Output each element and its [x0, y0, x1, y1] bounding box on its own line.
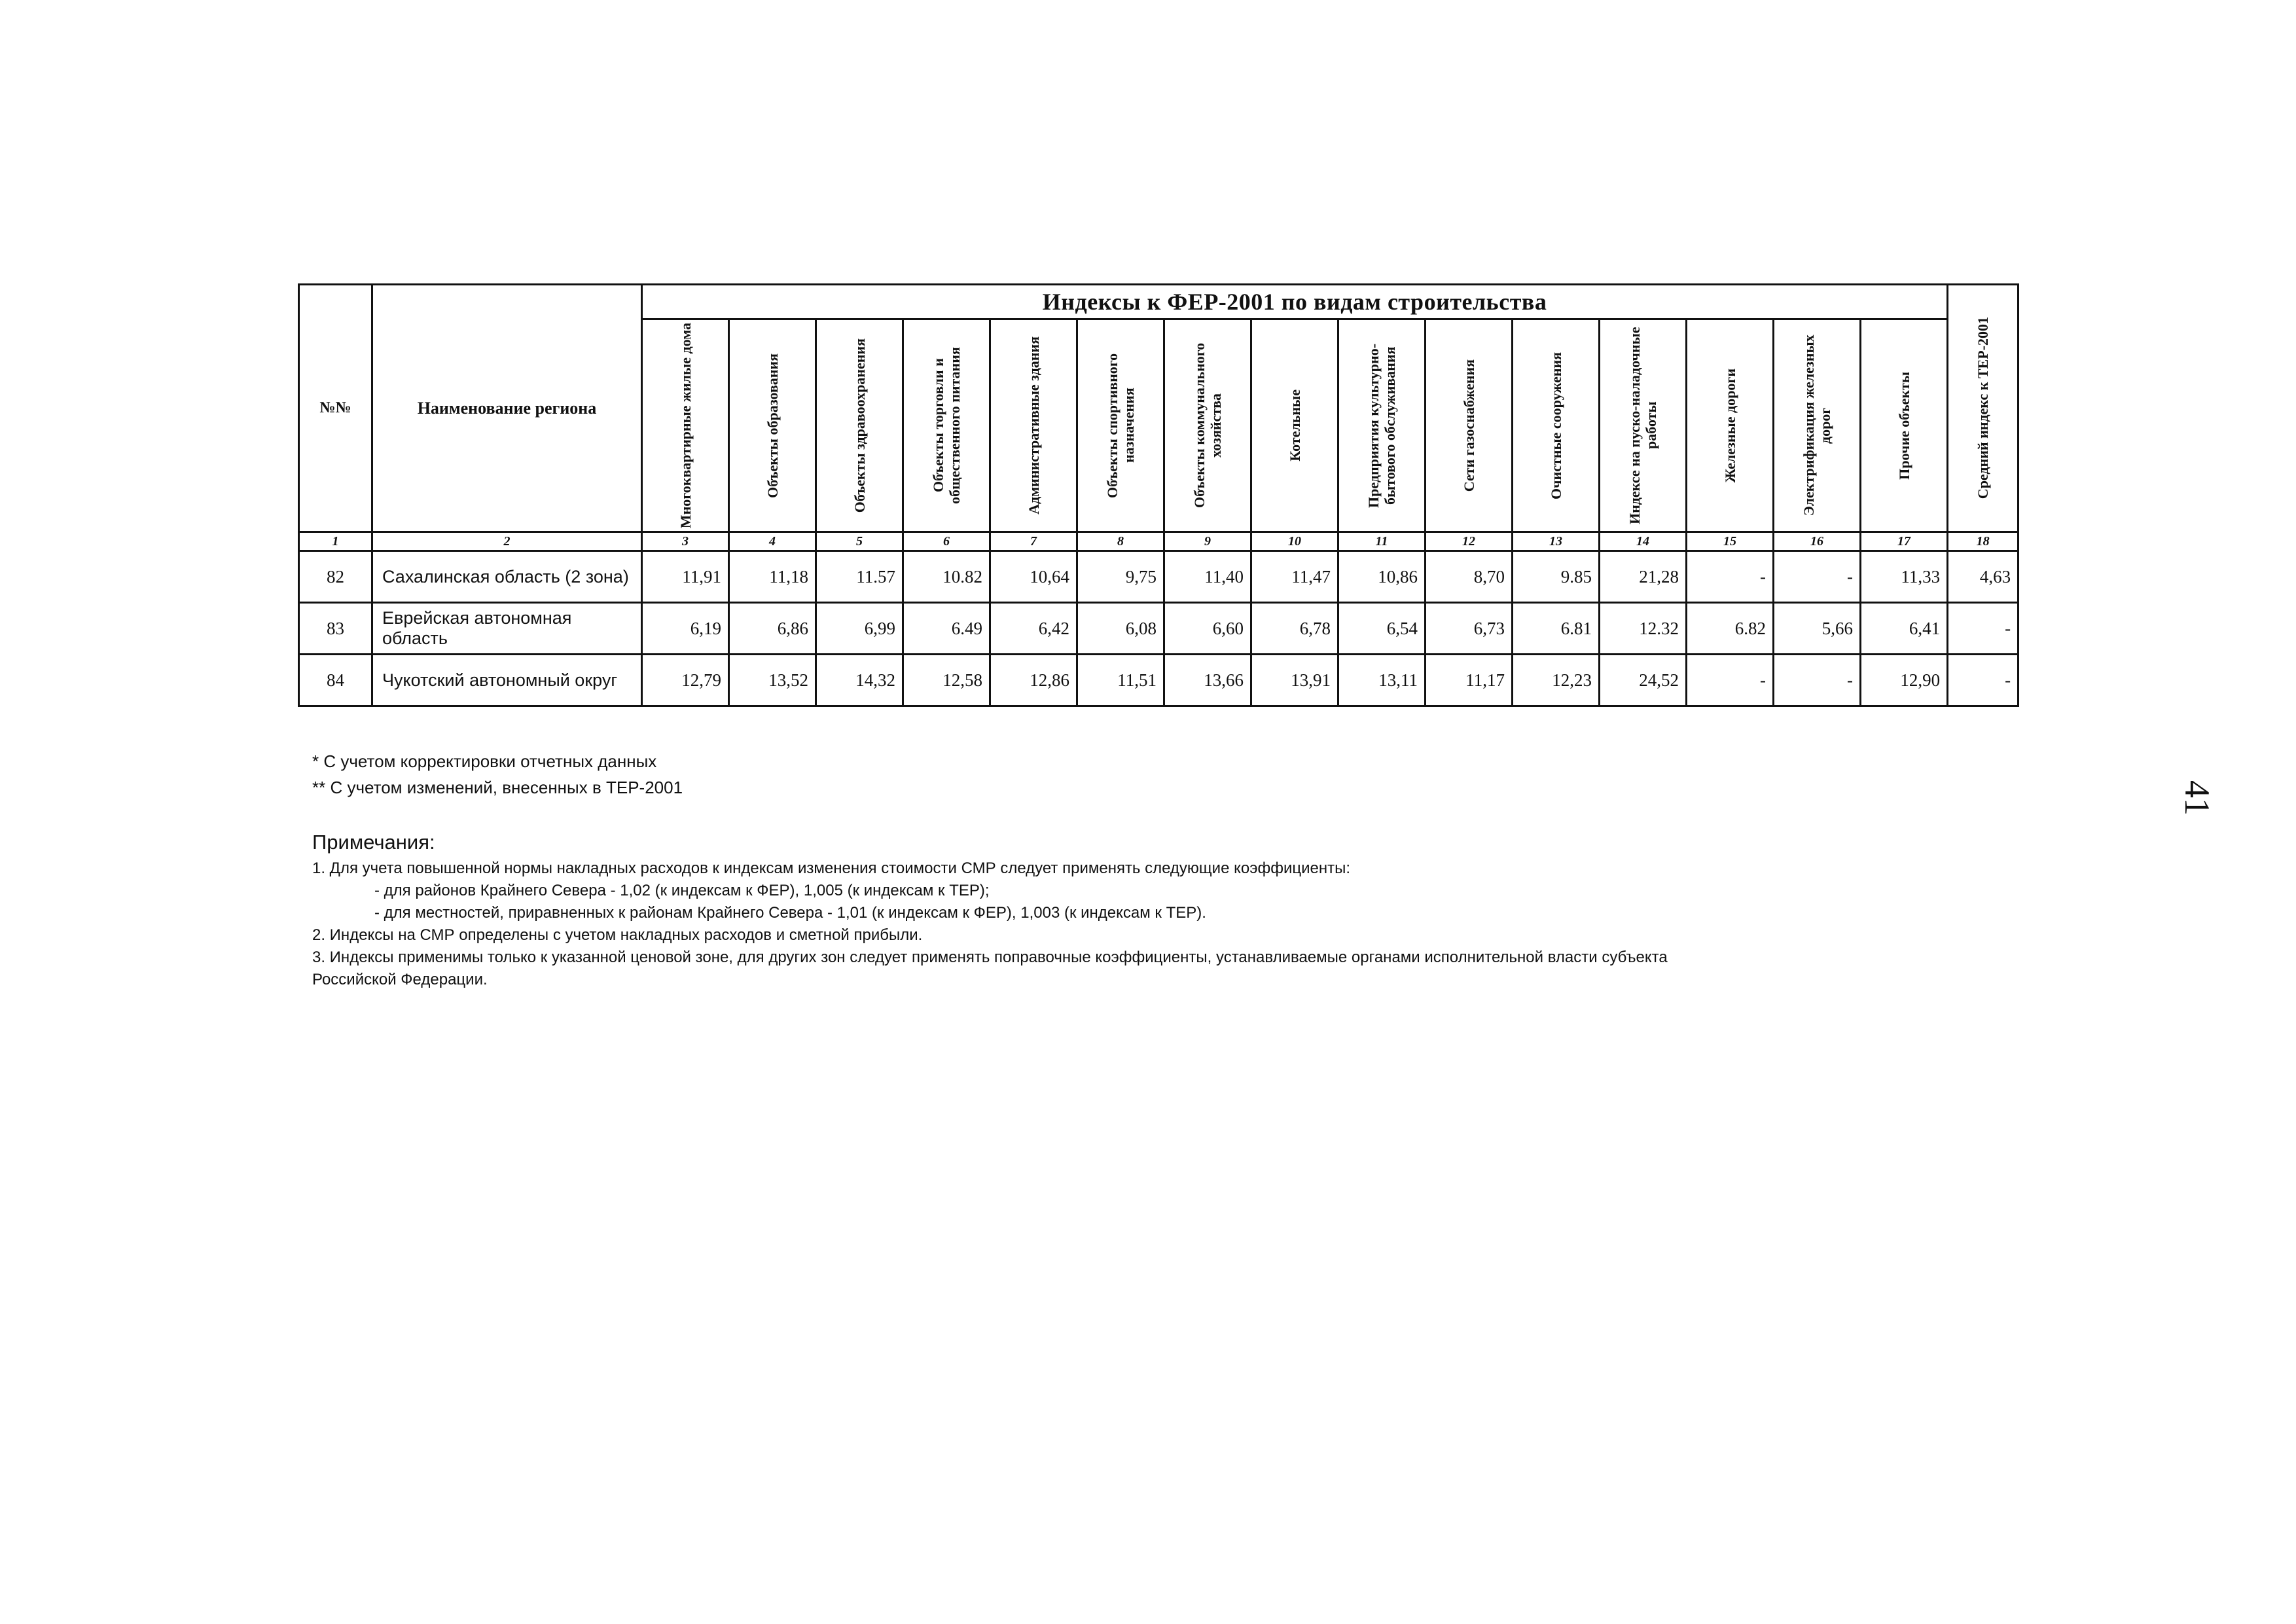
column-number: 4	[729, 532, 816, 551]
avg-index-value: -	[1948, 655, 2018, 706]
category-header: Объекты торговли и общественного питания	[903, 319, 990, 532]
footnote-adjustment: * С учетом корректировки отчетных данных	[312, 751, 657, 771]
column-number: 15	[1687, 532, 1774, 551]
index-value: 9,75	[1077, 551, 1164, 603]
index-value: 13,91	[1251, 655, 1338, 706]
note-subitem: - для районов Крайнего Севера - 1,02 (к индексам к ФЕР), 1,005 (к индексам к ТЕР);	[374, 882, 990, 899]
index-value: 11,33	[1861, 551, 1948, 603]
category-header: Котельные	[1251, 319, 1338, 532]
index-value: -	[1774, 655, 1861, 706]
index-value: 13,52	[729, 655, 816, 706]
table-main-header: Индексы к ФЕР-2001 по видам строительства	[642, 285, 1948, 319]
column-number: 9	[1164, 532, 1251, 551]
table-row	[299, 655, 2018, 706]
note-item-continuation: Российской Федерации.	[312, 971, 488, 988]
index-value: 6,86	[729, 603, 816, 655]
index-value: 11,51	[1077, 655, 1164, 706]
category-header: Многоквартирные жилые дома	[642, 319, 729, 532]
index-value: -	[1774, 551, 1861, 603]
column-number: 8	[1077, 532, 1164, 551]
note-item: 3. Индексы применимы только к указанной ценовой зоне, для других зон следует применять поправочные коэффициенты, устанавливаемые органами исполнительной власти субъекта	[312, 948, 1668, 966]
column-number: 12	[1426, 532, 1513, 551]
notes-block	[312, 831, 2014, 991]
note-subitem: - для местностей, приравненных к районам Крайнего Севера - 1,01 (к индексам к ФЕР), 1,003 (к индексам к ТЕР).	[374, 904, 1206, 922]
table-row	[299, 551, 2018, 603]
index-value: 5,66	[1774, 603, 1861, 655]
index-value: 8,70	[1426, 551, 1513, 603]
col-region-header: Наименование региона	[372, 285, 642, 532]
category-header: Железные дороги	[1687, 319, 1774, 532]
index-value: 13,66	[1164, 655, 1251, 706]
column-number: 5	[816, 532, 903, 551]
index-value: 6.81	[1513, 603, 1600, 655]
page-number: 41	[2178, 780, 2217, 816]
region-name: Сахалинская область (2 зона)	[372, 551, 642, 603]
column-number: 16	[1774, 532, 1861, 551]
index-value: 12,23	[1513, 655, 1600, 706]
index-value: 6,41	[1861, 603, 1948, 655]
row-number: 83	[299, 603, 372, 655]
avg-index-value: 4,63	[1948, 551, 2018, 603]
index-value: -	[1687, 655, 1774, 706]
index-value: 9.85	[1513, 551, 1600, 603]
index-value: 6.82	[1687, 603, 1774, 655]
index-value: 11,91	[642, 551, 729, 603]
category-header: Индексе на пуско-наладочные работы	[1600, 319, 1687, 532]
index-value: 11,18	[729, 551, 816, 603]
index-value: 11,47	[1251, 551, 1338, 603]
index-value: 10,86	[1338, 551, 1426, 603]
index-value: 11.57	[816, 551, 903, 603]
index-value: 6,73	[1426, 603, 1513, 655]
index-value: 10.82	[903, 551, 990, 603]
index-value: 6,78	[1251, 603, 1338, 655]
index-value: 24,52	[1600, 655, 1687, 706]
column-number: 1	[299, 532, 372, 551]
index-value: 6,54	[1338, 603, 1426, 655]
indices-table	[298, 283, 2019, 707]
index-value: 10,64	[990, 551, 1077, 603]
note-item: 1. Для учета повышенной нормы накладных расходов к индексам изменения стоимости СМР следует применять следующие коэффициенты:	[312, 859, 1351, 877]
column-number: 7	[990, 532, 1077, 551]
index-value: 6,99	[816, 603, 903, 655]
column-number: 14	[1600, 532, 1687, 551]
index-value: 21,28	[1600, 551, 1687, 603]
note-item: 2. Индексы на СМР определены с учетом накладных расходов и сметной прибыли.	[312, 926, 923, 944]
column-number: 2	[372, 532, 642, 551]
index-value: 11,40	[1164, 551, 1251, 603]
index-value: 14,32	[816, 655, 903, 706]
index-value: 12,58	[903, 655, 990, 706]
category-header: Объекты образования	[729, 319, 816, 532]
notes-title: Примечания:	[312, 831, 435, 854]
column-number: 13	[1513, 532, 1600, 551]
table-header-row	[299, 285, 2018, 319]
column-number: 10	[1251, 532, 1338, 551]
index-value: 6.49	[903, 603, 990, 655]
index-value: 12,90	[1861, 655, 1948, 706]
row-number: 84	[299, 655, 372, 706]
table-row	[299, 603, 2018, 655]
category-header: Административные здания	[990, 319, 1077, 532]
category-header: Электрификация железных дорог	[1774, 319, 1861, 532]
column-number: 3	[642, 532, 729, 551]
index-value: -	[1687, 551, 1774, 603]
footnote-changes: ** С учетом изменений, внесенных в ТЕР-2001	[312, 778, 683, 797]
column-number: 17	[1861, 532, 1948, 551]
avg-index-value: -	[1948, 603, 2018, 655]
index-value: 12,79	[642, 655, 729, 706]
col-no-header: №№	[299, 285, 372, 532]
index-value: 6,60	[1164, 603, 1251, 655]
index-value: 6,08	[1077, 603, 1164, 655]
category-header: Объекты здравоохранения	[816, 319, 903, 532]
index-value: 13,11	[1338, 655, 1426, 706]
category-header: Очистные сооружения	[1513, 319, 1600, 532]
column-number: 18	[1948, 532, 2018, 551]
category-header: Предприятия культурно-бытового обслуживания	[1338, 319, 1426, 532]
category-header: Прочие объекты	[1861, 319, 1948, 532]
column-number: 11	[1338, 532, 1426, 551]
column-number-row	[299, 532, 2018, 551]
category-header: Объекты спортивного назначения	[1077, 319, 1164, 532]
category-header: Сети газоснабжения	[1426, 319, 1513, 532]
index-value: 12,86	[990, 655, 1077, 706]
col-avg-header	[1948, 285, 2018, 532]
column-number: 6	[903, 532, 990, 551]
index-value: 6,42	[990, 603, 1077, 655]
avg-header-text: Средний индекс к ТЕР-2001	[1975, 317, 1992, 499]
region-name: Чукотский автономный округ	[372, 655, 642, 706]
row-number: 82	[299, 551, 372, 603]
category-header: Объекты коммунального хозяйства	[1164, 319, 1251, 532]
index-value: 12.32	[1600, 603, 1687, 655]
region-name: Еврейская автономная область	[372, 603, 642, 655]
index-value: 6,19	[642, 603, 729, 655]
index-value: 11,17	[1426, 655, 1513, 706]
